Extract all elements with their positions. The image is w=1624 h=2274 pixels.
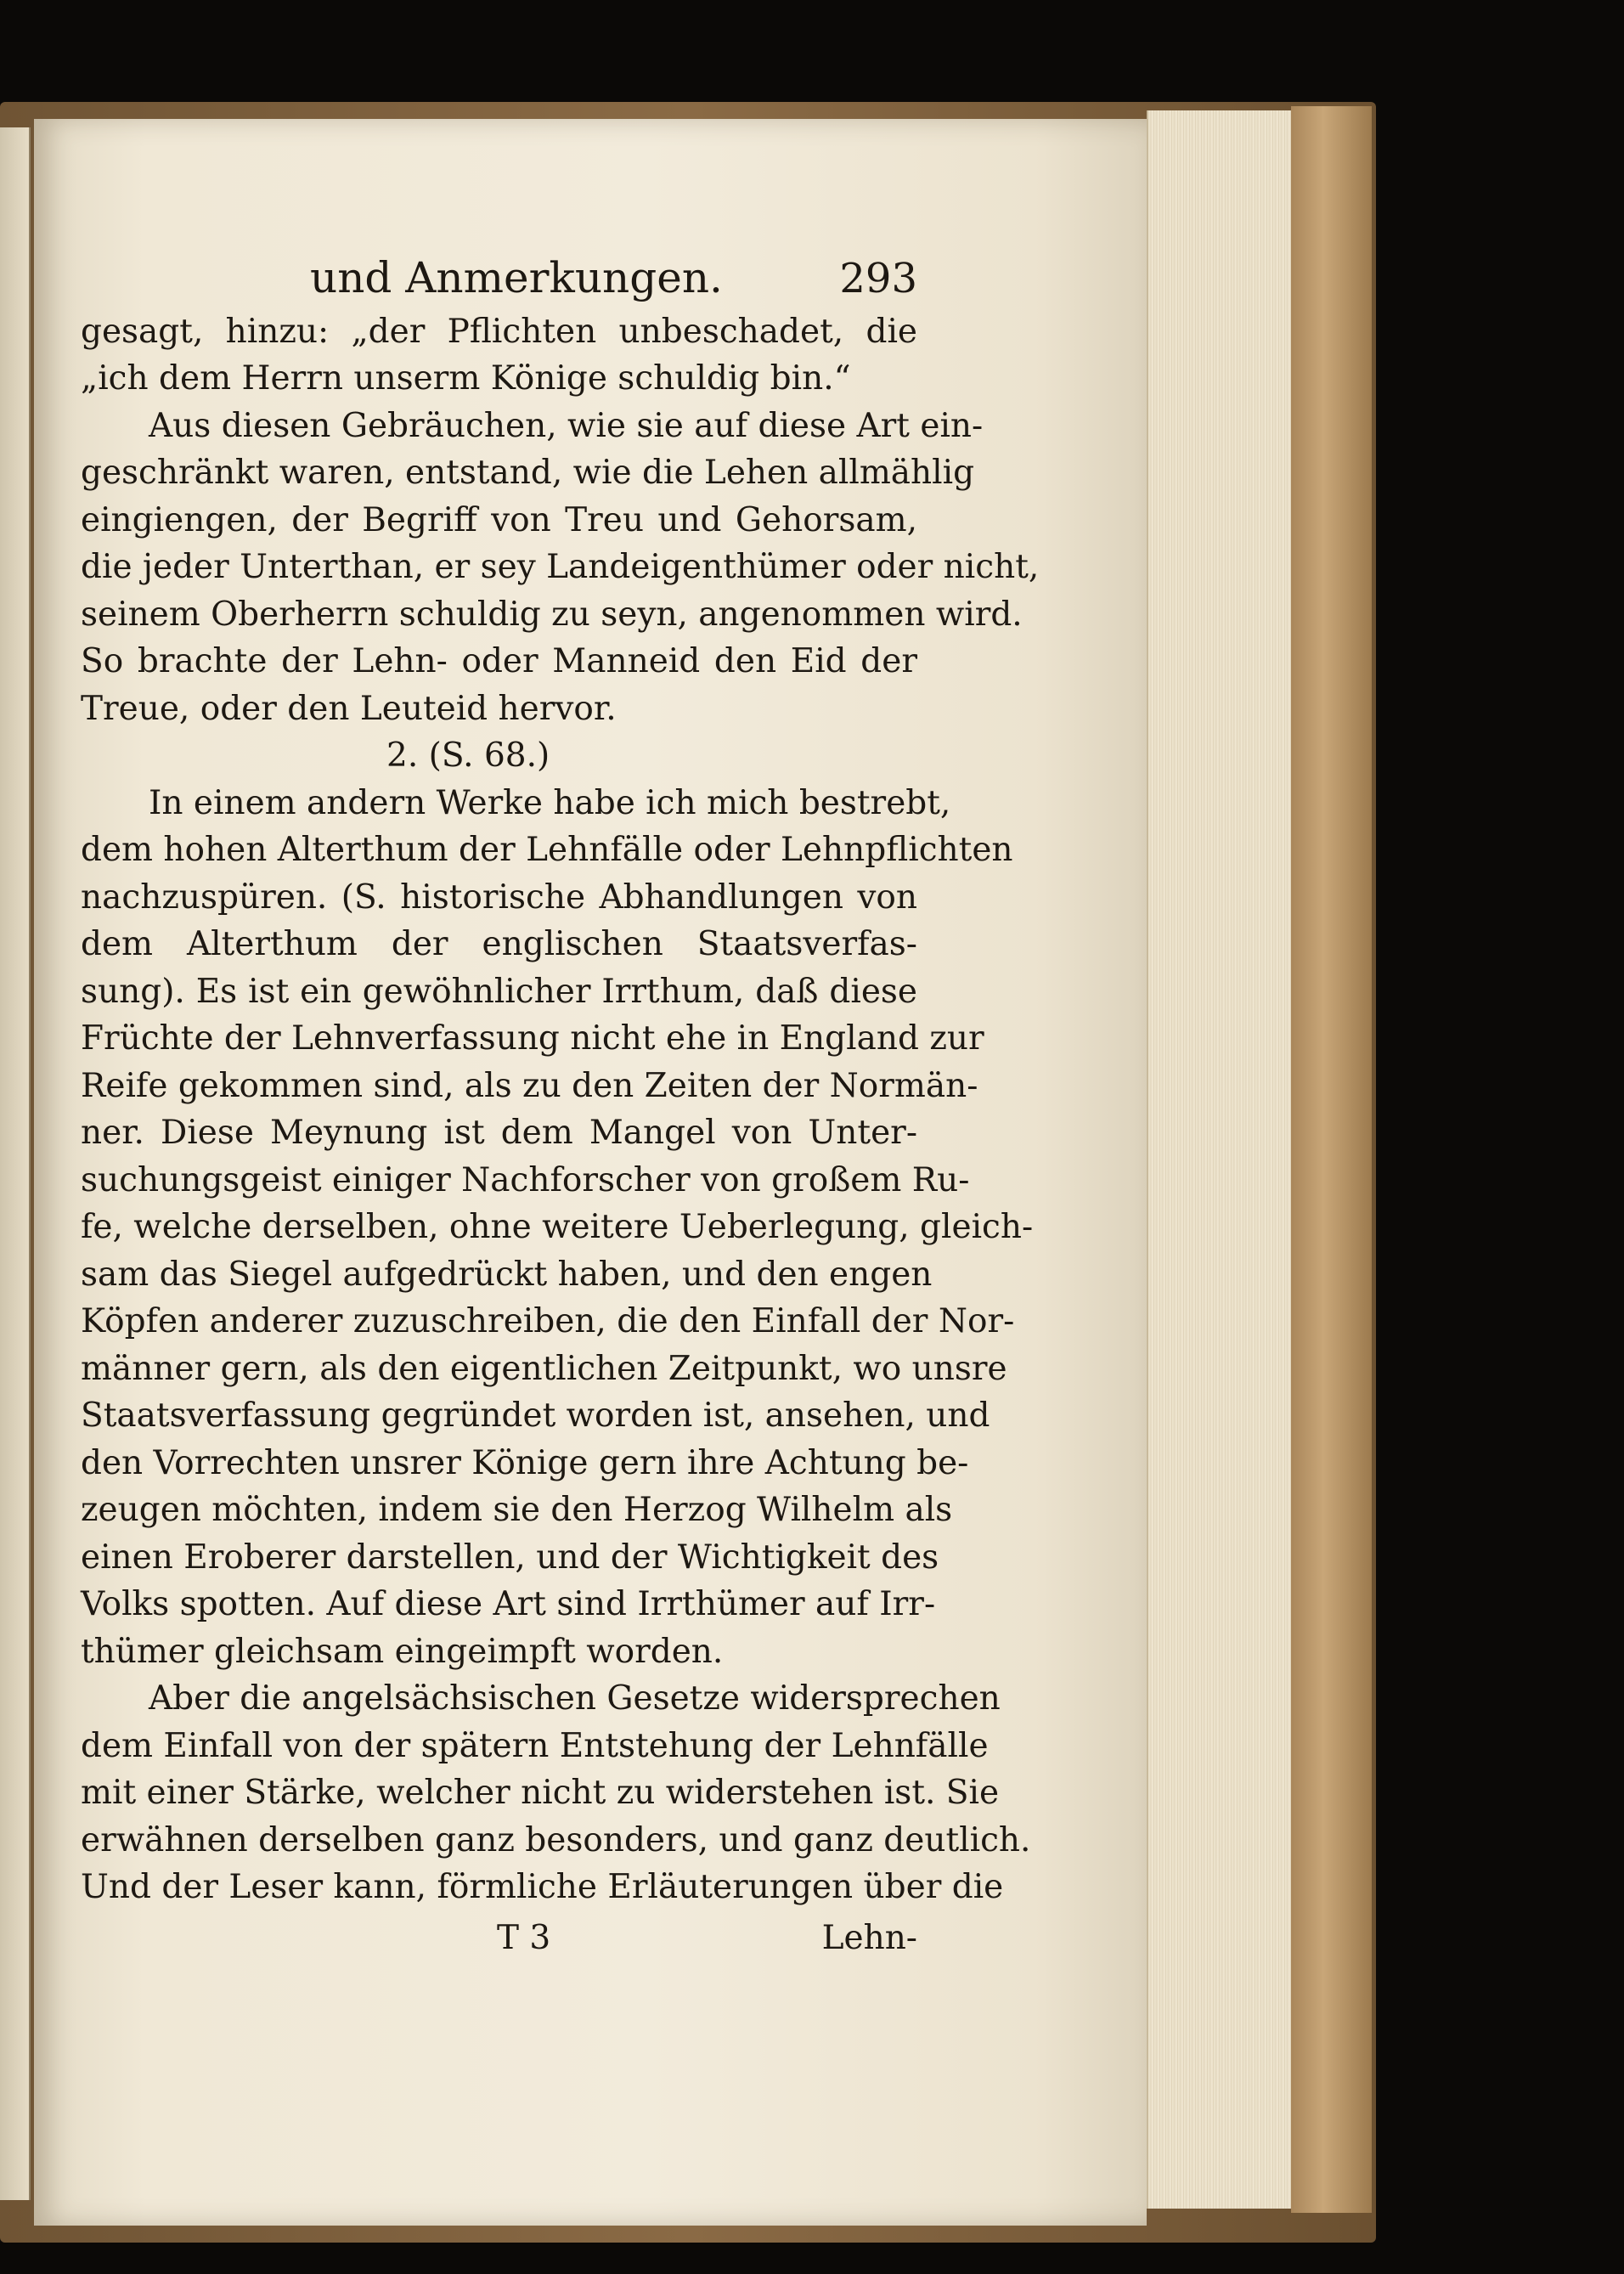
paragraph-4 (81, 1675, 1031, 1911)
text-line: Volks spotten. Auf diese Art sind Irrthümer auf Irr- (81, 1585, 936, 1623)
text-line: So brachte der Lehn- oder Manneid den Eid der (81, 642, 917, 680)
text-line: nachzuspüren. (S. historische Abhandlungen von (81, 877, 917, 917)
book-cover-edge (1291, 106, 1372, 2213)
text-line: Treue, oder den Leuteid hervor. (81, 689, 617, 728)
text-line: „ich dem Herrn unserm Könige schuldig bin.“ (81, 359, 851, 398)
text-line: dem Alterthum der englischen Staatsverfas- (81, 925, 917, 963)
text-line: Köpfen anderer zuzuschreiben, die den Einfall der Nor- (81, 1302, 1015, 1340)
paragraph-1 (81, 308, 917, 403)
text-line: gesagt, hinzu: „der Pflichten unbeschadet, die (81, 312, 917, 351)
text-line: dem hohen Alterthum der Lehnfälle oder Lehnpflichten (81, 831, 1013, 869)
text-line: sam das Siegel aufgedrückt haben, und den engen (81, 1255, 933, 1294)
text-line: Früchte der Lehnverfassung nicht ehe in England zur (81, 1019, 984, 1058)
text-line: seinem Oberherrn schuldig zu seyn, angenommen wird. (81, 595, 1023, 634)
section-heading: 2. (S. 68.) (386, 736, 550, 775)
text-line: zeugen möchten, indem sie den Herzog Wilhelm als (81, 1491, 953, 1529)
page-text-block (81, 253, 1040, 1961)
text-line: erwähnen derselben ganz besonders, und ganz deutlich. (81, 1820, 1031, 1859)
text-line: Und der Leser kann, förmliche Erläuterungen über die (81, 1868, 1004, 1906)
facing-page-edge (0, 127, 31, 2200)
text-line: eingiengen, der Begriff von Treu und Gehorsam, (81, 500, 917, 539)
text-line: Staatsverfassung gegründet worden ist, ansehen, und (81, 1397, 990, 1435)
page-number: 293 (839, 255, 917, 302)
signature-mark: T 3 (497, 1918, 551, 1957)
text-line: einen Eroberer darstellen, und der Wichtigkeit des (81, 1538, 939, 1577)
text-line: Reife gekommen sind, als zu den Zeiten der Normän- (81, 1066, 978, 1105)
paragraph-2 (81, 403, 1040, 733)
text-line: suchungsgeist einiger Nachforscher von großem Ru- (81, 1160, 970, 1199)
text-line: fe, welche derselben, ohne weitere Ueberlegung, gleich- (81, 1208, 1034, 1246)
catchword: Lehn- (821, 1918, 917, 1957)
text-line: ner. Diese Meynung ist dem Mangel von Unter- (81, 1114, 917, 1152)
text-line: geschränkt waren, entstand, wie die Lehen allmählig (81, 454, 975, 492)
text-line: den Vorrechten unsrer Könige gern ihre Achtung be- (81, 1443, 969, 1482)
running-title: und Anmerkungen. (310, 253, 723, 302)
text-line: mit einer Stärke, welcher nicht zu widerstehen ist. Sie (81, 1774, 1000, 1812)
page-footer (81, 1915, 917, 1962)
text-line: die jeder Unterthan, er sey Landeigenthümer oder nicht, (81, 548, 1040, 586)
text-line: sung). Es ist ein gewöhnlicher Irrthum, daß diese (81, 972, 917, 1011)
text-line: männer gern, als den eigentlichen Zeitpunkt, wo unsre (81, 1349, 1007, 1388)
page-block-edges (1147, 110, 1293, 2209)
paragraph-3 (81, 780, 1034, 1676)
text-line: thümer gleichsam eingeimpft worden. (81, 1632, 724, 1671)
text-line: Aber die angelsächsischen Gesetze widersprechen (149, 1679, 1001, 1718)
text-line: Aus diesen Gebräuchen, wie sie auf diese Art ein- (149, 406, 984, 445)
text-line: dem Einfall von der spätern Entstehung der Lehnfälle (81, 1726, 989, 1765)
running-header (81, 255, 917, 303)
text-line: In einem andern Werke habe ich mich bestrebt, (149, 783, 951, 822)
